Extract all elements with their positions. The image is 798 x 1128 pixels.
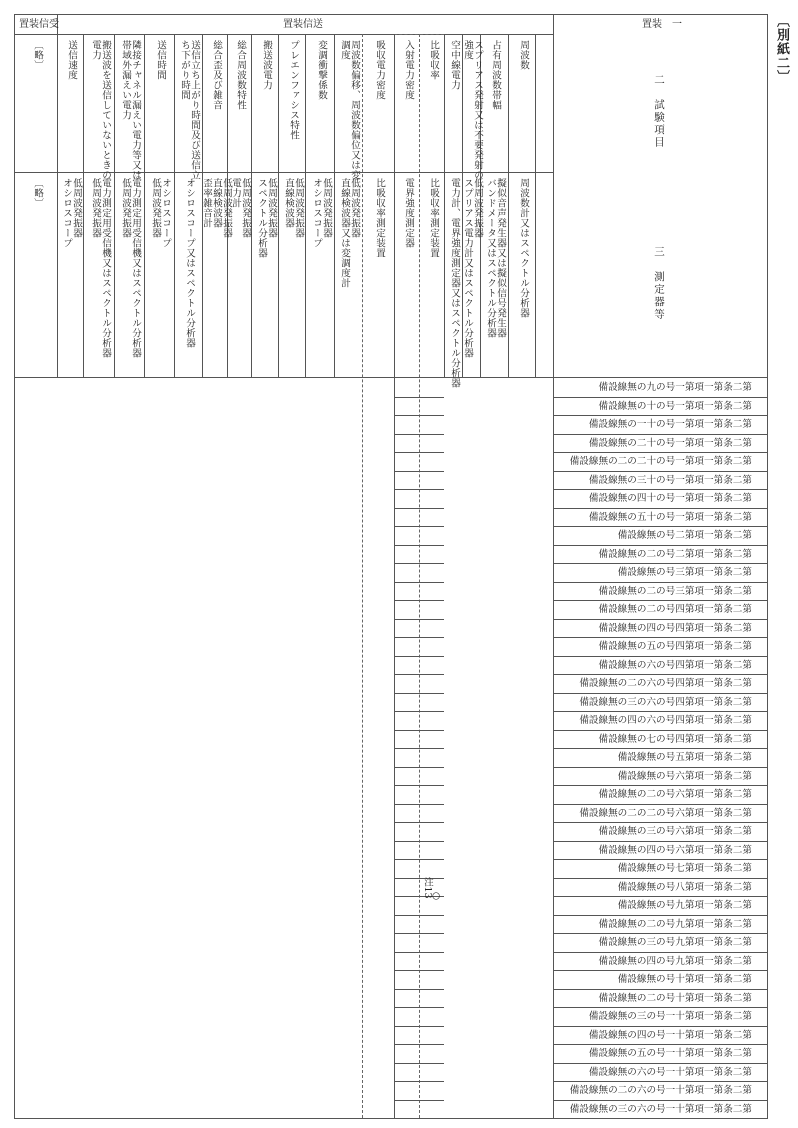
column-divider bbox=[278, 34, 279, 378]
note-mark: ○ bbox=[432, 890, 441, 902]
table-row: 備設線無の号五第項一第条二第 bbox=[617, 752, 752, 763]
column-divider bbox=[535, 34, 536, 378]
table-row: 備設線無の三の号一十第項一第条二第 bbox=[588, 1011, 752, 1022]
row-divider bbox=[394, 1026, 444, 1027]
table-row: 備設線無の二の号二第項一第条二第 bbox=[598, 549, 752, 560]
row-divider bbox=[394, 452, 444, 453]
table-row: 備設線無の五の号一十第項一第条二第 bbox=[588, 1048, 752, 1059]
table-row: 備設線無の五の号四第項一第条二第 bbox=[598, 641, 752, 652]
row-divider bbox=[394, 1081, 444, 1082]
column-instrument-c8: 低周波発振器 電力計 bbox=[230, 178, 251, 238]
column-divider bbox=[144, 34, 145, 378]
row-divider bbox=[394, 952, 444, 953]
table-row: 備設線無の三十の号一第項一第条二第 bbox=[588, 475, 752, 486]
table-row: 備設線無の号九第項一第条二第 bbox=[617, 900, 752, 911]
row-divider bbox=[394, 915, 444, 916]
row-divider bbox=[394, 989, 444, 990]
row-divider bbox=[394, 471, 444, 472]
header-receiving: 置装信受 bbox=[19, 19, 59, 30]
row-divider bbox=[394, 600, 444, 601]
heading-instruments: 三 測定器等 bbox=[653, 246, 665, 321]
row-divider bbox=[394, 693, 444, 694]
column-instrument-c4: 電力測定用受信機又はスペクトル分析器 低周波発振器 bbox=[120, 178, 141, 358]
row-divider bbox=[394, 619, 444, 620]
column-instrument-c1: 〔略〕 bbox=[32, 178, 43, 208]
note-text: 注13 bbox=[422, 877, 433, 899]
row-divider bbox=[394, 508, 444, 509]
table-row: 備設線無の号三第項一第条二第 bbox=[617, 567, 752, 578]
column-divider bbox=[419, 34, 420, 1118]
table-row: 備設線無の四の号六第項一第条二第 bbox=[598, 845, 752, 856]
table-row: 備設線無の四の号四第項一第条二第 bbox=[598, 623, 752, 634]
row-divider bbox=[394, 545, 444, 546]
column-instrument-c10: 低周波発振器 直線検波器 bbox=[283, 178, 304, 238]
column-item-c4: 隣接チャネル漏えい電力等又は 帯域外漏えい電力 bbox=[120, 40, 141, 180]
table-row: 備設線無の十の号一第項一第条二第 bbox=[598, 401, 752, 412]
table-row: 備設線無の一十の号一第項一第条二第 bbox=[588, 419, 752, 430]
column-item-c16: 空中線電力 bbox=[449, 40, 460, 90]
column-item-c3: 搬送波を送信していないときの 電力 bbox=[90, 40, 111, 180]
row-divider bbox=[394, 434, 444, 435]
column-instrument-c16: 電力計、電界強度測定器又はスペクトル分析器 bbox=[449, 178, 460, 388]
row-divider bbox=[394, 415, 444, 416]
row-divider bbox=[394, 767, 444, 768]
column-item-c8: 総合周波数特性 bbox=[235, 40, 246, 110]
column-item-c7: 総合歪及び雑音 bbox=[211, 40, 222, 110]
row-divider bbox=[394, 674, 444, 675]
table-row: 備設線無の二の号三第項一第条二第 bbox=[598, 586, 752, 597]
column-divider bbox=[57, 34, 58, 378]
column-divider bbox=[83, 34, 84, 378]
column-item-c19: 周波数 bbox=[518, 40, 529, 70]
row-divider bbox=[394, 859, 444, 860]
table-row: 備設線無の四十の号一第項一第条二第 bbox=[588, 493, 752, 504]
table-row: 備設線無の六の号一十第項一第条二第 bbox=[588, 1067, 752, 1078]
column-divider bbox=[305, 34, 306, 378]
column-instrument-c2: 低周波発振器 オシロスコープ bbox=[61, 178, 82, 248]
column-instrument-c11: 低周波発振器 オシロスコープ bbox=[311, 178, 332, 248]
table-row: 備設線無の号八第項一第条二第 bbox=[617, 882, 752, 893]
column-item-c6: 送信立ち上がり時間及び送信立 ち下がり時間 bbox=[179, 40, 200, 180]
column-item-c11: 変調衝撃係数 bbox=[316, 40, 327, 100]
table-row: 備設線無の九の号一第項一第条二第 bbox=[598, 382, 752, 393]
column-instrument-c12: 低周波発振器 直線検波器又は変調度計 bbox=[339, 178, 360, 288]
row-divider bbox=[394, 563, 444, 564]
side-label: 〔別紙二〕 bbox=[774, 14, 789, 84]
table-row: 備設線無の三の六の号四第項一第条二第 bbox=[579, 697, 752, 708]
column-item-c1: 〔略〕 bbox=[32, 40, 43, 70]
table-row: 備設線無の号六第項一第条二第 bbox=[617, 771, 752, 782]
heading-test-items: 二 試験項目 bbox=[653, 74, 665, 149]
column-item-c10: プレエンファシス特性 bbox=[288, 40, 299, 140]
row-divider bbox=[394, 748, 444, 749]
table-row: 備設線無の三の号六第項一第条二第 bbox=[598, 826, 752, 837]
table-row: 備設線無の二の六の号一十第項一第条二第 bbox=[569, 1085, 752, 1096]
row-divider bbox=[394, 970, 444, 971]
table-row: 備設線無の四の号九第項一第条二第 bbox=[598, 956, 752, 967]
row-divider bbox=[394, 582, 444, 583]
row-divider bbox=[394, 637, 444, 638]
column-instrument-c3: 電力測定用受信機又はスペクトル分析器 低周波発振器 bbox=[90, 178, 111, 358]
column-instrument-c9: 低周波発振器 スペクトル分析器 bbox=[256, 178, 277, 258]
table-row: 備設線無の四の六の号四第項一第条二第 bbox=[579, 715, 752, 726]
table-row: 備設線無の二の号六第項一第条二第 bbox=[598, 789, 752, 800]
row-divider bbox=[394, 711, 444, 712]
column-item-c17: スプリアス発射又は不要発射の 強度 bbox=[462, 40, 483, 180]
table-row: 備設線無の号七第項一第条二第 bbox=[617, 863, 752, 874]
row-divider bbox=[394, 1007, 444, 1008]
column-item-c12: 周波数偏移、周波数偏位又は変 調度 bbox=[339, 40, 360, 180]
column-divider bbox=[174, 34, 175, 378]
column-divider bbox=[444, 34, 445, 378]
column-item-c15: 比吸収率 bbox=[428, 40, 439, 80]
column-item-c9: 搬送波電力 bbox=[261, 40, 272, 90]
header-device-one: 置装 一 bbox=[642, 19, 682, 30]
column-instrument-c17: 低周波発振器 スプリアス電力計又はスペクトル分析器 bbox=[462, 178, 483, 358]
table-row: 備設線無の二の号四第項一第条二第 bbox=[598, 604, 752, 615]
column-instrument-c19: 周波数計又はスペクトル分析器 bbox=[518, 178, 529, 318]
row-divider bbox=[394, 785, 444, 786]
column-instrument-c6: オシロスコープ又はスペクトル分析器 bbox=[184, 178, 195, 348]
row-divider bbox=[394, 1100, 444, 1101]
column-item-c14: 入射電力密度 bbox=[403, 40, 414, 100]
row-divider bbox=[394, 730, 444, 731]
row-divider bbox=[394, 841, 444, 842]
table-row: 備設線無の三の号九第項一第条二第 bbox=[598, 937, 752, 948]
table-row: 備設線無の六の号四第項一第条二第 bbox=[598, 660, 752, 671]
row-divider bbox=[394, 489, 444, 490]
table-row: 備設線無の号十第項一第条二第 bbox=[617, 974, 752, 985]
row-divider bbox=[394, 1063, 444, 1064]
row-divider bbox=[394, 804, 444, 805]
column-divider bbox=[251, 34, 252, 378]
note-annotation bbox=[422, 877, 440, 902]
header-transmitting: 置装信送 bbox=[283, 19, 323, 30]
row-divider bbox=[394, 656, 444, 657]
column-item-c5: 送信時間 bbox=[155, 40, 166, 80]
column-instrument-c7: 低周波発振器 直線検波器 歪率雑音計 bbox=[201, 178, 232, 238]
table-row: 備設線無の二の二十の号一第項一第条二第 bbox=[569, 456, 752, 467]
column-item-c2: 送信速度 bbox=[66, 40, 77, 80]
row-divider bbox=[394, 822, 444, 823]
table-row: 備設線無の四の号一十第項一第条二第 bbox=[588, 1030, 752, 1041]
column-divider bbox=[114, 34, 115, 378]
column-item-c13: 吸収電力密度 bbox=[374, 40, 385, 100]
column-item-c18: 占有周波数帯幅 bbox=[490, 40, 501, 110]
row-divider bbox=[394, 933, 444, 934]
column-divider bbox=[394, 34, 395, 1118]
table-row: 備設線無の二の六の号四第項一第条二第 bbox=[579, 678, 752, 689]
row-divider bbox=[394, 397, 444, 398]
column-divider bbox=[508, 34, 509, 378]
row-divider bbox=[394, 526, 444, 527]
table-row: 備設線無の七の号四第項一第条二第 bbox=[598, 734, 752, 745]
column-instrument-c5: オシロスコープ 低周波発振器 bbox=[150, 178, 171, 248]
table-row: 備設線無の二の二の号六第項一第条二第 bbox=[579, 808, 752, 819]
table-row: 備設線無の二の号九第項一第条二第 bbox=[598, 919, 752, 930]
column-instrument-c15: 比吸収率測定装置 bbox=[428, 178, 439, 258]
column-instrument-c14: 電界強度測定器 bbox=[403, 178, 414, 248]
column-divider bbox=[362, 34, 363, 1118]
column-instrument-c13: 比吸収率測定装置 bbox=[374, 178, 385, 258]
column-instrument-c18: 擬似音声発生器又は擬似信号発生器 バンドメータ又はスペクトル分析器 bbox=[485, 178, 506, 338]
column-divider bbox=[334, 34, 335, 378]
table-row: 備設線無の号二第項一第条二第 bbox=[617, 530, 752, 541]
table-row: 備設線無の二十の号一第項一第条二第 bbox=[588, 438, 752, 449]
row-divider bbox=[394, 1044, 444, 1045]
table-row: 備設線無の二の号十第項一第条二第 bbox=[598, 993, 752, 1004]
table-row: 備設線無の五十の号一第項一第条二第 bbox=[588, 512, 752, 523]
table-row: 備設線無の三の六の号一十第項一第条二第 bbox=[569, 1104, 752, 1115]
